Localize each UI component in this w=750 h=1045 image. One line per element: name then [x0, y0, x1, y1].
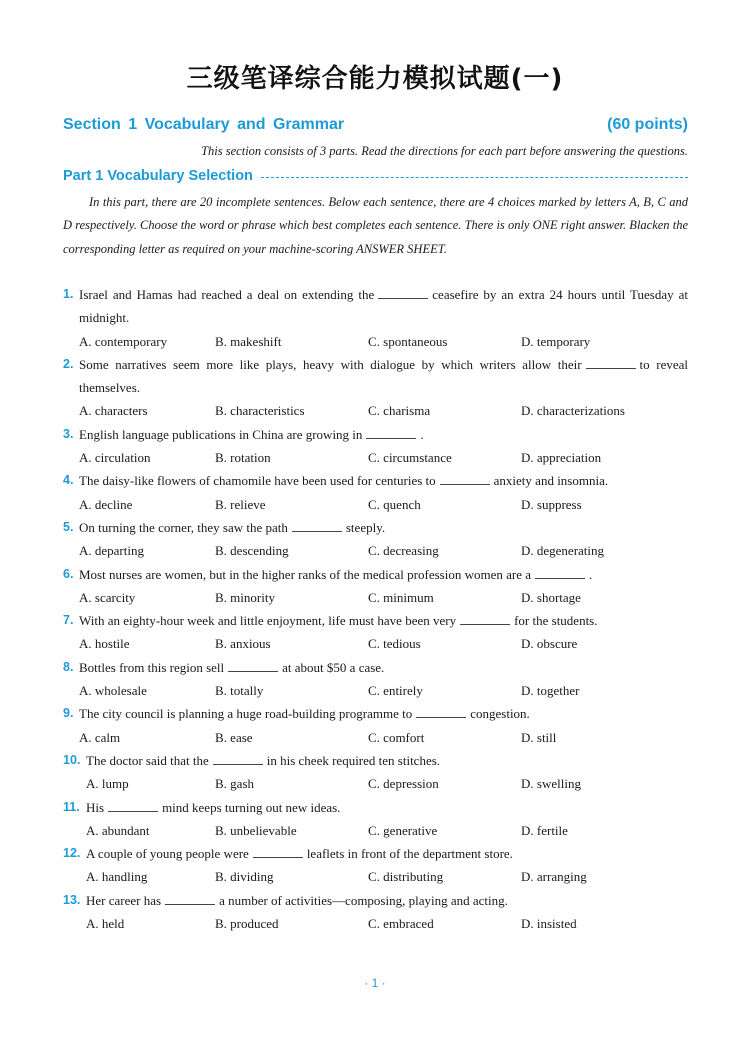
- question-stem: [63, 842, 688, 865]
- question-item: [63, 889, 688, 936]
- question-number: 7.: [63, 613, 74, 628]
- option-a: A. characters: [79, 403, 148, 419]
- option-b: B. totally: [215, 683, 264, 699]
- question-number: 1.: [63, 287, 74, 301]
- question-stem: [63, 796, 688, 819]
- question-text-before: Her career has: [86, 892, 162, 908]
- question-item: [63, 353, 688, 423]
- question-text-after: in his cheek required ten stitches.: [266, 752, 441, 768]
- option-b: B. minority: [215, 589, 275, 605]
- option-b: B. descending: [215, 543, 289, 559]
- question-text-before: The city council is planning a huge road-building programme to: [79, 706, 413, 722]
- option-a: A. circulation: [79, 450, 151, 466]
- answer-options: [63, 819, 688, 842]
- question-stem: [63, 749, 688, 772]
- question-item: [63, 563, 688, 610]
- option-c: C. comfort: [368, 729, 425, 745]
- option-a: A. lump: [86, 776, 129, 792]
- option-d: D. characterizations: [521, 403, 625, 419]
- option-c: C. entirely: [368, 683, 423, 699]
- question-number: 8.: [63, 659, 74, 674]
- option-a: A. wholesale: [79, 683, 147, 699]
- question-text-after: to reveal themselves.: [79, 356, 688, 396]
- answer-options: [63, 772, 688, 795]
- option-c: C. decreasing: [368, 543, 439, 559]
- option-d: D. temporary: [521, 333, 591, 349]
- question-text-after: for the students.: [514, 613, 598, 629]
- question-text-before: English language publications in China are growing in: [79, 426, 363, 442]
- question-number: 2.: [63, 356, 74, 371]
- question-stem: [63, 702, 688, 725]
- answer-options: [63, 539, 688, 562]
- answer-options: [63, 679, 688, 702]
- answer-blank: [586, 356, 636, 369]
- option-c: C. quench: [368, 496, 421, 512]
- option-c: C. distributing: [368, 869, 444, 885]
- answer-blank: [292, 519, 342, 532]
- answer-blank: [213, 752, 263, 765]
- option-a: A. abundant: [86, 822, 150, 838]
- option-b: B. characteristics: [215, 403, 305, 419]
- question-text-after: ceasefire by an extra 24 hours until Tuesday at midnight.: [79, 287, 688, 326]
- question-stem: [63, 469, 688, 492]
- answer-options: [63, 912, 688, 935]
- question-text-before: A couple of young people were: [86, 846, 249, 862]
- question-stem: [63, 283, 688, 330]
- section-points: (60 points): [607, 116, 688, 133]
- option-d: D. degenerating: [521, 543, 605, 559]
- option-d: D. suppress: [521, 496, 582, 512]
- answer-options: [63, 586, 688, 609]
- option-d: D. insisted: [521, 916, 577, 932]
- option-c: C. generative: [368, 822, 438, 838]
- option-a: A. decline: [79, 496, 133, 512]
- option-d: D. arranging: [521, 869, 587, 885]
- question-item: [63, 283, 688, 353]
- answer-options: [63, 865, 688, 888]
- answer-blank: [535, 566, 585, 579]
- question-number: 12.: [63, 846, 81, 861]
- question-number: 6.: [63, 566, 74, 581]
- question-number: 10.: [63, 752, 81, 767]
- section-intro: This section consists of 3 parts. Read the directions for each part before answering the questions.: [201, 144, 688, 158]
- option-c: C. charisma: [368, 403, 431, 419]
- dashed-rule: [261, 177, 688, 178]
- option-a: A. scarcity: [79, 589, 136, 605]
- option-d: D. shortage: [521, 589, 581, 605]
- answer-blank: [460, 612, 510, 625]
- question-text-after: a number of activities—composing, playing and acting.: [219, 892, 508, 908]
- question-text-before: Bottles from this region sell: [79, 659, 225, 675]
- question-item: [63, 609, 688, 656]
- option-b: B. relieve: [215, 496, 266, 512]
- question-item: [63, 749, 688, 796]
- question-text-after: congestion.: [470, 706, 530, 722]
- answer-blank: [378, 286, 428, 299]
- question-list: [63, 283, 688, 935]
- question-number: 9.: [63, 706, 74, 721]
- option-b: B. unbelievable: [215, 822, 297, 838]
- answer-options: [63, 726, 688, 749]
- question-text-after: at about $50 a case.: [282, 659, 385, 675]
- question-text-before: Israel and Hamas had reached a deal on extending the: [79, 287, 375, 302]
- question-item: [63, 702, 688, 749]
- option-c: C. embraced: [368, 916, 434, 932]
- page-number: · 1 ·: [364, 976, 386, 990]
- question-item: [63, 656, 688, 703]
- option-a: A. held: [86, 916, 125, 932]
- option-d: D. appreciation: [521, 450, 602, 466]
- question-number: 13.: [63, 892, 81, 907]
- question-stem: [63, 656, 688, 679]
- option-c: C. tedious: [368, 636, 421, 652]
- page-title: 三级笔译综合能力模拟试题(一): [186, 64, 564, 94]
- section-heading: [63, 116, 688, 138]
- question-stem: [63, 563, 688, 586]
- section-name: Section 1 Vocabulary and Grammar: [63, 116, 345, 133]
- part-directions: In this part, there are 20 incomplete sentences. Below each sentence, there are 4 choices marked by letters A, B, C and D respectively. Choose the word or phrase which best completes each sentence. There is only ONE right answer. Blacken the corresponding letter as required on your machine-scoring ANSWER SHEET.: [63, 195, 688, 256]
- option-b: B. rotation: [215, 450, 271, 466]
- option-a: A. hostile: [79, 636, 130, 652]
- question-text-before: The doctor said that the: [86, 752, 209, 768]
- answer-options: [63, 493, 688, 516]
- question-text-before: Some narratives seem more like plays, heavy with dialogue by which writers allow their: [79, 356, 582, 372]
- question-text-before: His: [86, 799, 105, 815]
- option-b: B. ease: [215, 729, 253, 745]
- option-d: D. obscure: [521, 636, 578, 652]
- question-text-after: leaflets in front of the department store.: [306, 846, 513, 862]
- question-text-before: The daisy-like flowers of chamomile have been used for centuries to: [79, 473, 436, 489]
- answer-blank: [228, 659, 278, 672]
- question-stem: [63, 353, 688, 400]
- part-heading: [63, 166, 688, 186]
- answer-blank: [165, 892, 215, 905]
- question-stem: [63, 423, 688, 446]
- question-text-after: anxiety and insomnia.: [493, 473, 609, 489]
- answer-blank: [440, 472, 490, 485]
- answer-blank: [108, 799, 158, 812]
- option-d: D. swelling: [521, 776, 581, 792]
- question-item: [63, 842, 688, 889]
- option-b: B. makeshift: [215, 333, 282, 349]
- option-d: D. fertile: [521, 822, 568, 838]
- answer-blank: [366, 426, 416, 439]
- option-d: D. together: [521, 683, 580, 699]
- answer-options: [63, 330, 688, 353]
- question-text-after: mind keeps turning out new ideas.: [162, 799, 341, 815]
- option-b: B. gash: [215, 776, 254, 792]
- question-stem: [63, 516, 688, 539]
- question-number: 3.: [63, 426, 74, 441]
- option-b: B. produced: [215, 916, 279, 932]
- question-text-before: With an eighty-hour week and little enjoyment, life must have been very: [79, 613, 457, 629]
- question-item: [63, 423, 688, 470]
- question-number: 11.: [63, 799, 80, 814]
- option-a: A. contemporary: [79, 333, 168, 349]
- option-c: C. spontaneous: [368, 333, 448, 349]
- option-a: A. calm: [79, 729, 121, 745]
- answer-blank: [253, 845, 303, 858]
- option-a: A. handling: [86, 869, 148, 885]
- question-item: [63, 796, 688, 843]
- part-label: Part 1 Vocabulary Selection: [63, 168, 253, 184]
- question-text-after: .: [589, 566, 593, 582]
- question-stem: [63, 609, 688, 632]
- question-number: 4.: [63, 473, 74, 488]
- answer-blank: [416, 705, 466, 718]
- answer-options: [63, 399, 688, 422]
- option-c: C. depression: [368, 776, 439, 792]
- question-text-after: steeply.: [345, 519, 386, 535]
- option-c: C. minimum: [368, 589, 434, 605]
- option-b: B. anxious: [215, 636, 271, 652]
- answer-options: [63, 446, 688, 469]
- option-b: B. dividing: [215, 869, 274, 885]
- question-text-before: On turning the corner, they saw the path: [79, 519, 288, 535]
- question-item: [63, 469, 688, 516]
- question-item: [63, 516, 688, 563]
- question-text-before: Most nurses are women, but in the higher ranks of the medical profession women are a: [79, 566, 531, 582]
- question-stem: [63, 889, 688, 912]
- option-a: A. departing: [79, 543, 144, 559]
- option-d: D. still: [521, 729, 557, 745]
- question-text-after: .: [420, 426, 424, 442]
- option-c: C. circumstance: [368, 450, 452, 466]
- question-number: 5.: [63, 519, 74, 534]
- answer-options: [63, 632, 688, 655]
